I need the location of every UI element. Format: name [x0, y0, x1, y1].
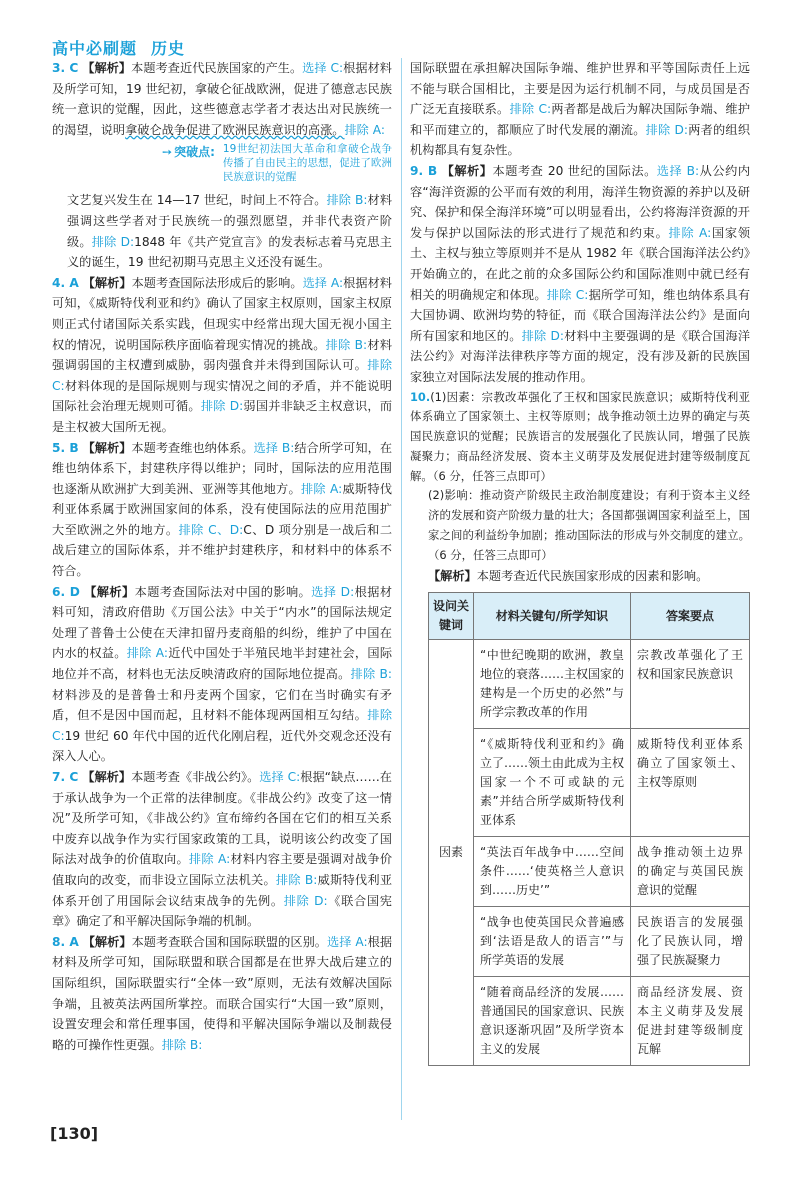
analysis-label: 【解析】: [82, 770, 132, 784]
option-label: 排除 C、D:: [178, 522, 244, 537]
answer-num: 10.: [410, 389, 431, 404]
text: 材料中主要强调的是《联合国海洋法公约》对海洋法律秩序等方面的规定，没有涉及新的民族国家独立对国际法发展的推动作用。: [410, 328, 751, 384]
category-cell: 因素: [429, 640, 474, 1066]
option-label: 排除 A:: [344, 122, 385, 137]
col-header: 设问关键词: [429, 593, 474, 640]
page-number-text: 130: [57, 1124, 91, 1143]
text: 材料内容主要是强调对战争价值取向的改变，而非设立国际立法机关。: [52, 852, 393, 887]
table-row: [429, 837, 750, 907]
answer-8: [52, 932, 392, 1056]
text: 根据材料可知，清政府借助《万国公法》中关于“内水”的国际法规定处理了普鲁士公使在天津扣留丹麦商船的纠纷，维护了中国在内水的权益。: [52, 584, 393, 661]
option-label: 选择 C:: [302, 61, 344, 75]
option-label: 排除 D:: [283, 893, 328, 908]
text: 结合所学可知，在维也纳体系下，封建秩序得以维护；同时，国际法的应用范围也逐渐从欧洲扩大到美洲、亚洲等其他地方。: [52, 440, 393, 496]
answer-num: 7. C: [52, 770, 79, 784]
table-cell: “《威斯特伐利亚和约》确立了……领土由此成为主权国家一个不可或缺的元素”并结合所学威斯特伐利亚体系: [474, 729, 631, 837]
left-column: [52, 58, 392, 1055]
text: 本题考查联合国和国际联盟的区别。: [131, 934, 328, 949]
text: 本题考查近代民族国家的产生。: [131, 61, 303, 75]
text: 《联合国宪章》确定了和平解决国际争端的机制。: [52, 893, 392, 929]
answer-10-part1: [410, 388, 750, 487]
table-cell: “中世纪晚期的欧洲，教皇地位的衰落……主权国家的建构是一个历史的必然”与所学宗教改革的作用: [474, 640, 631, 729]
text: 本题考查近代民族国家形成的因素和影响。: [476, 568, 709, 583]
subject-title: 历史: [151, 39, 186, 58]
tupo-badge: ➙ 突破点 :: [162, 142, 215, 163]
answer-10: [410, 388, 750, 1067]
analysis-label: 【解析】: [441, 163, 493, 178]
answer-4: [52, 273, 392, 438]
table-cell: “战争也使英国民众普遍感到‘法语是敌人的语言’”与所学英语的发展: [474, 907, 631, 977]
analysis-label: 【解析】: [82, 275, 132, 290]
option-label: 排除 D:: [521, 328, 564, 343]
option-label: 排除 C:: [546, 287, 589, 302]
option-label: 排除 D:: [200, 399, 244, 414]
text: 威斯特伐利亚体系属于欧洲国家间的体系，没有使国际法的应用范围扩大至欧洲之外的地方。: [52, 481, 393, 537]
text: 19 世纪 60 年代中国的近代化刚启程，近代外交观念还没有深入人心。: [52, 728, 392, 764]
option-label: 排除 B:: [325, 337, 368, 352]
text: 本题考查《非战公约》。: [131, 770, 260, 784]
text: 根据材料及所学可知，19 世纪初，拿破仑征战欧洲，促进了德意志民族统一意识的觉醒，因此，这些德意志学者才表达出对民族统一的渴望，说明: [52, 61, 392, 137]
analysis-label: 【解析】: [428, 568, 477, 583]
option-label: 排除 A:: [126, 646, 168, 661]
option-label: 排除 A:: [668, 225, 712, 240]
table-cell: 战争推动领土边界的确定与英国民族意识的觉醒: [631, 837, 750, 907]
answer-5: [52, 438, 392, 582]
text: 材料体现的是国际规则与现实情况之间的矛盾，并不能说明国际社会治理无规则可循。: [52, 378, 392, 414]
text: 1848 年《共产党宣言》的发表标志着马克思主义的诞生，19 世纪初期马克思主义还没有诞生。: [67, 234, 392, 270]
right-column: [410, 58, 750, 1066]
table-row: [429, 977, 750, 1066]
highlight-text: 拿破仑战争促进了欧洲民族意识的高涨。: [125, 122, 345, 137]
table-cell: 商品经济发展、资本主义萌芽及发展促进封建等级制度瓦解: [631, 977, 750, 1066]
text: 近代中国处于半殖民地半封建社会，国际地位并不高，材料也无法反映清政府的国际地位提高。: [52, 646, 393, 682]
table-cell: “英法百年战争中……空间条件……‘使英格兰人意识到……历史’”: [474, 837, 631, 907]
table-cell: 威斯特伐利亚体系确立了国家领土、主权等原则: [631, 729, 750, 837]
option-label: 排除 A:: [188, 852, 231, 867]
table-row: [429, 907, 750, 977]
answer-8-cont: [410, 58, 750, 161]
col-header: 材料关键句/所学知识: [474, 593, 631, 640]
text: 本题考查维也纳体系。: [131, 440, 254, 455]
option-label: 排除 D:: [91, 234, 135, 249]
analysis-label: 【解析】: [82, 934, 132, 949]
analysis-label: 【解析】: [84, 584, 135, 599]
option-label: 排除 C:: [509, 102, 552, 117]
column-divider: [401, 58, 402, 1120]
text: 威斯特伐利亚体系开创了用国际会议结束战争的先例。: [52, 872, 393, 908]
answer-9: [410, 161, 750, 388]
option-label: 排除 B:: [326, 193, 368, 208]
option-label: 选择 A:: [327, 934, 368, 949]
analysis-label: 【解析】: [82, 61, 132, 75]
answer-num: 4. A: [52, 275, 79, 290]
text: 材料涉及的是普鲁士和丹麦两个国家，它们在当时确实有矛盾，但不是因中国而起，且材料不能体现两国相互勾结。: [52, 687, 392, 723]
answer-6: [52, 582, 392, 767]
analysis-label: 【解析】: [82, 440, 132, 455]
answer-num: 6. D: [52, 584, 80, 599]
text: 本题考查 20 世纪的国际法。: [492, 163, 657, 178]
text: 国际联盟在承担解决国际争端、维护世界和平等国际责任上远不能与联合国相比，主要是因为运行机制不同，与成员国是否广泛无直接联系。: [410, 61, 750, 117]
text: 两者的组织机构都具有复杂性。: [410, 122, 751, 158]
text: (2)影响：推动资产阶级民主政治制度建设；有利于资本主义经济的发展和资产阶级力量的壮大；各国都强调国家利益至上，国家之间的利益纷争加剧；推动国际法的形成与外交制度的建立。（6 分，任答三点即可）: [428, 488, 750, 562]
text: 从公约内容“海洋资源的公平而有效的利用，海洋生物资源的养护以及研究、保护和保全海洋环境”可以明显看出，公约将海洋资源的开发与保护以国际法的形式进行了规范和约束。: [410, 163, 751, 240]
tupo-text: 19世纪初法国大革命和拿破仑战争传播了自由民主的思想，促进了欧洲民族意识的觉醒: [222, 143, 392, 184]
option-label: 排除 B:: [350, 667, 393, 682]
answer-num: 3. C: [52, 61, 79, 75]
tupo-label: 突破点: [174, 145, 211, 160]
page-header: [52, 36, 185, 59]
text: 文艺复兴发生在 14—17 世纪，时间上不符合。: [67, 193, 327, 208]
option-label: 选择 B:: [656, 163, 700, 178]
table-cell: 民族语言的发展强化了民族认同，增强了民族凝聚力: [631, 907, 750, 977]
text: 根据“缺点……在于承认战争为一个正常的法律制度。《非战公约》改变了这一情况”及所学可知，《非战公约》宣布缔约各国在它们的相互关系中废弃以战争作为实行国家政策的工具，说明该公约改变了国际法对战争的价值取向。: [52, 770, 392, 867]
col-header: 答案要点: [631, 593, 750, 640]
text: 根据材料可知，《威斯特伐利亚和约》确认了国家主权原则，国家主权原则正式付诸国际关系实践，但现实中经常出现大国无视小国主权的情况，说明国际秩序面临着现实情况的挑战。: [52, 275, 392, 352]
option-label: 选择 D:: [311, 584, 355, 599]
option-label: 排除 D:: [645, 122, 688, 137]
option-label: 排除 A:: [300, 481, 343, 496]
option-label: 排除 B:: [161, 1037, 203, 1052]
arrow-icon: ➙: [162, 145, 173, 160]
text: 材料强调这些学者对于民族统一的强烈愿望，并非代表资产阶级。: [67, 193, 393, 249]
answer-10-part2: [410, 486, 750, 565]
answer-num: 8. A: [52, 934, 79, 949]
text: (1)因素：宗教改革强化了王权和国家民族意识；威斯特伐利亚体系确立了国家领土、主权等原则；战争推动领土边界的确定与英国民族意识的觉醒；民族语言的发展强化了民族认同，增强了民族凝聚力；商品经济发展、资本主义萌芽及发展促进封建等级制度瓦解。（6 分，任答三点即可）: [410, 389, 750, 483]
table-row: [429, 640, 750, 729]
text: 材料强调弱国的主权遭到威胁，弱肉强食并未得到国际认可。: [52, 337, 393, 373]
text: C、D 项分别是一战后和二战后建立的国际体系，并不维护封建秩序，和材料中的体系不符合。: [52, 522, 393, 579]
answer-7: [52, 767, 392, 932]
answer-num: 5. B: [52, 440, 79, 455]
option-label: 排除 C:: [52, 708, 393, 743]
table-cell: 宗教改革强化了王权和国家民族意识: [631, 640, 750, 729]
table-cell: “随着商品经济的发展……普通国民的国家意识、民族意识逐渐巩固”及所学资本主义的发展: [474, 977, 631, 1066]
text: 据所学可知，维也纳体系具有大国协调、欧洲均势的特征，而《联合国海洋法公约》是面向所有国家和地区的。: [410, 287, 751, 343]
option-label: 选择 B:: [253, 440, 295, 455]
analysis-table: [428, 592, 750, 1066]
option-label: 排除 B:: [275, 872, 318, 887]
answer-3: [52, 58, 392, 140]
answer-10-analysis: [410, 566, 750, 587]
answer-3-cont: [52, 190, 392, 272]
text: 两者都是战后为解决国际争端、维护和平而建立的，都顺应了时代发展的潮流。: [410, 102, 751, 137]
answer-num: 9. B: [410, 163, 438, 178]
text: 弱国并非缺乏主权意识，而是主权被大国所无视。: [52, 399, 393, 434]
text: 根据材料及所学可知，国际联盟和联合国都是在世界大战后建立的国际组织，国际联盟实行“全体一致”原则，无法有效解决国际争端，且被英法两国所掌控。而联合国实行“大国一致”原则，设置安理会和常任理事国，使得和平解决国际争端以及制裁侵略的可操作性更强。: [52, 934, 393, 1052]
option-label: 选择 A:: [302, 275, 344, 290]
text: 国家领土、主权与独立等原则并不是从 1982 年《联合国海洋法公约》开始确立的，在此之前的众多国际公约和国际准则中就已经有相关的明确规定和体现。: [410, 225, 751, 302]
table-header-row: [429, 593, 750, 640]
text: 本题考查国际法形成后的影响。: [131, 275, 303, 290]
option-label: 选择 C:: [259, 770, 301, 784]
table-row: [429, 729, 750, 837]
page-number: [130]: [50, 1124, 99, 1143]
book-title: 高中必刷题: [52, 39, 138, 58]
tupo-note: [52, 142, 392, 184]
option-label: 排除 C:: [52, 358, 393, 393]
text: 本题考查国际法对中国的影响。: [134, 584, 312, 599]
